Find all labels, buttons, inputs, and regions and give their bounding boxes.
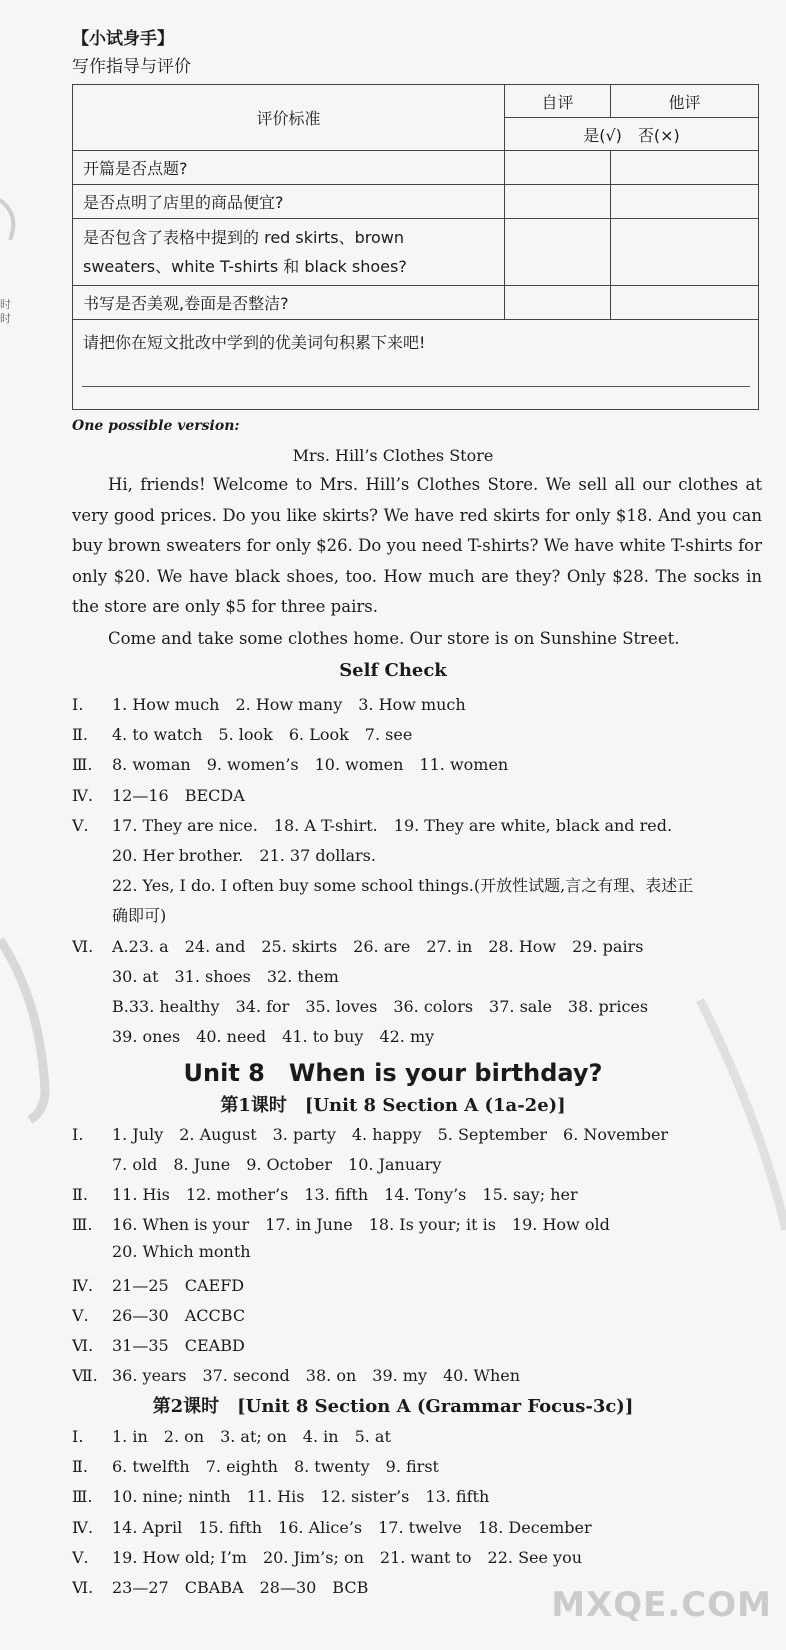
- self-check-title: Self Check: [339, 660, 447, 681]
- criteria-row: 是否点明了店里的商品便宜?: [73, 185, 505, 219]
- self-eval-header: 自评: [505, 85, 611, 118]
- essay-title: Mrs. Hill’s Clothes Store: [292, 446, 494, 465]
- answer-text: 19. How old; I’m 20. Jim’s; on 21. want to 22. See you: [112, 1547, 583, 1567]
- answer-text: 20. Her brother. 21. 37 dollars.: [112, 846, 376, 865]
- watermark-logo: MXQE.COM: [551, 1585, 772, 1625]
- roman-numeral: Ⅴ.: [72, 1547, 89, 1567]
- answer-text: 14. April 15. fifth 16. Alice’s 17. twelve 18. December: [112, 1517, 592, 1537]
- criteria-header: 评价标准: [73, 85, 505, 151]
- section-label: 【小试身手】: [72, 29, 174, 49]
- margin-mark: 时: [0, 298, 11, 311]
- answer-line: [72, 813, 672, 836]
- answer-line: [72, 1182, 578, 1205]
- answer-text: 23—27 CBABA 28—30 BCB: [112, 1578, 369, 1597]
- answer-line: [72, 1122, 668, 1145]
- answer-text: 16. When is your 17. in June 18. Is your; it is 19. How old: [112, 1215, 610, 1235]
- peer-eval-cell: [611, 219, 759, 286]
- answer-line: [72, 1575, 368, 1598]
- answer-text: 1. July 2. August 3. party 4. happy 5. September 6. November: [112, 1125, 669, 1144]
- answer-line: [72, 1515, 592, 1538]
- answer-line: [72, 752, 508, 775]
- answer-text: 12—16 BECDA: [112, 785, 245, 805]
- answer-text: 30. at 31. shoes 32. them: [112, 966, 339, 986]
- answer-line: [72, 1273, 244, 1296]
- answer-line: [72, 783, 245, 806]
- answer-text: 36. years 37. second 38. on 39. my 40. When: [112, 1365, 521, 1385]
- roman-numeral: Ⅴ.: [72, 815, 89, 835]
- evaluation-table: [72, 84, 759, 410]
- lesson-2-title: 第2课时 [Unit 8 Section A (Grammar Focus-3c)]: [152, 1396, 634, 1417]
- answer-line: [72, 722, 412, 745]
- roman-numeral: Ⅲ.: [72, 1487, 93, 1507]
- page-subtitle: 写作指导与评价: [72, 57, 191, 77]
- self-eval-cell: [505, 151, 611, 185]
- yes-no-header: 是(√) 否(×): [505, 118, 759, 151]
- answer-text: 1. How much 2. How many 3. How much: [112, 695, 466, 714]
- self-eval-cell: [505, 185, 611, 219]
- answer-line: [72, 692, 466, 715]
- criteria-row: 书写是否美观,卷面是否整洁?: [73, 286, 505, 320]
- answer-line: [72, 1333, 245, 1356]
- answer-text: 17. They are nice. 18. A T-shirt. 19. They are white, black and red.: [112, 815, 673, 835]
- answer-text: A.23. a 24. and 25. skirts 26. are 27. in 28. How 29. pairs: [112, 936, 644, 956]
- roman-numeral: Ⅰ.: [72, 695, 84, 714]
- peer-eval-cell: [611, 151, 759, 185]
- answer-line: [72, 964, 339, 987]
- essay-paragraph-1: Hi, friends! Welcome to Mrs. Hill’s Clothes Store. We sell all our clothes at very good prices. Do you like skirts? We have red skirts for only $18. And you can buy brown sweaters for only $26. Do you need T-shirts? We have white T-shirts for only $20. We have black shoes, too. How much are they? Only $28. The socks in the store are only $5 for three pairs.: [72, 475, 762, 616]
- answer-line: [72, 1303, 245, 1326]
- roman-numeral: Ⅱ.: [72, 1457, 88, 1477]
- roman-numeral: Ⅳ.: [72, 1517, 94, 1537]
- roman-numeral: Ⅰ.: [72, 1427, 84, 1446]
- answer-text: 1. in 2. on 3. at; on 4. in 5. at: [112, 1427, 391, 1446]
- answer-line: [72, 1545, 582, 1568]
- margin-mark: 时: [0, 312, 11, 325]
- criteria-row: 是否包含了表格中提到的 red skirts、brown sweaters、white T-shirts 和 black shoes?: [73, 219, 505, 286]
- answer-text: 20. Which month: [112, 1242, 251, 1262]
- notes-cell: [73, 320, 759, 410]
- answer-text: 6. twelfth 7. eighth 8. twenty 9. first: [112, 1457, 439, 1477]
- answer-text: 39. ones 40. need 41. to buy 42. my: [112, 1027, 435, 1047]
- roman-numeral: Ⅱ.: [72, 1185, 88, 1205]
- answer-text: 21—25 CAEFD: [112, 1275, 245, 1295]
- answer-line: [72, 1152, 441, 1175]
- answer-line: [72, 1484, 489, 1507]
- answer-line: [72, 1024, 434, 1047]
- roman-numeral: Ⅲ.: [72, 755, 93, 775]
- answer-text: 7. old 8. June 9. October 10. January: [112, 1155, 442, 1175]
- answer-line: [72, 843, 376, 866]
- answer-text: 8. woman 9. women’s 10. women 11. women: [112, 755, 509, 775]
- answer-line: [72, 1212, 610, 1235]
- roman-numeral: Ⅴ.: [72, 1305, 89, 1325]
- answer-line: [72, 1242, 251, 1261]
- answer-line: [72, 1363, 520, 1386]
- answer-text: 22. Yes, I do. I often buy some school things.(开放性试题,言之有理、表述正: [112, 876, 694, 896]
- answer-text: B.33. healthy 34. for 35. loves 36. colors 37. sale 38. prices: [112, 997, 649, 1016]
- answer-line: [72, 903, 166, 926]
- answer-text: 10. nine; ninth 11. His 12. sister’s 13. fifth: [112, 1487, 490, 1507]
- roman-numeral: Ⅰ.: [72, 1125, 84, 1144]
- essay-paragraph-2: Come and take some clothes home. Our store is on Sunshine Street.: [108, 629, 680, 648]
- answer-text: 31—35 CEABD: [112, 1335, 245, 1355]
- roman-numeral: Ⅵ.: [72, 936, 94, 956]
- roman-numeral: Ⅵ.: [72, 1335, 94, 1355]
- unit-title: Unit 8 When is your birthday?: [183, 1059, 603, 1087]
- answer-line: [72, 1454, 439, 1477]
- answer-line: [72, 1424, 391, 1447]
- roman-numeral: Ⅵ.: [72, 1578, 94, 1597]
- roman-numeral: Ⅱ.: [72, 725, 88, 745]
- roman-numeral: Ⅶ.: [72, 1365, 98, 1385]
- peer-eval-cell: [611, 286, 759, 320]
- notes-writing-line: [82, 386, 750, 387]
- answer-line: [72, 994, 648, 1017]
- roman-numeral: Ⅲ.: [72, 1215, 93, 1235]
- notes-prompt: 请把你在短文批改中学到的优美词句积累下来吧!: [83, 333, 426, 352]
- version-label: One possible version:: [72, 418, 240, 434]
- criteria-row: 开篇是否点题?: [73, 151, 505, 185]
- self-eval-cell: [505, 219, 611, 286]
- roman-numeral: Ⅳ.: [72, 785, 94, 805]
- answer-text: 26—30 ACCBC: [112, 1305, 246, 1325]
- peer-eval-header: 他评: [611, 85, 759, 118]
- roman-numeral: Ⅳ.: [72, 1275, 94, 1295]
- lesson-1-title: 第1课时 [Unit 8 Section A (1a-2e)]: [220, 1095, 566, 1116]
- self-eval-cell: [505, 286, 611, 320]
- answer-text: 4. to watch 5. look 6. Look 7. see: [112, 725, 413, 745]
- answer-text: 确即可): [112, 906, 167, 926]
- answer-line: [72, 873, 693, 896]
- answer-line: [72, 934, 643, 957]
- answer-text: 11. His 12. mother’s 13. fifth 14. Tony’s 15. say; her: [112, 1185, 578, 1205]
- peer-eval-cell: [611, 185, 759, 219]
